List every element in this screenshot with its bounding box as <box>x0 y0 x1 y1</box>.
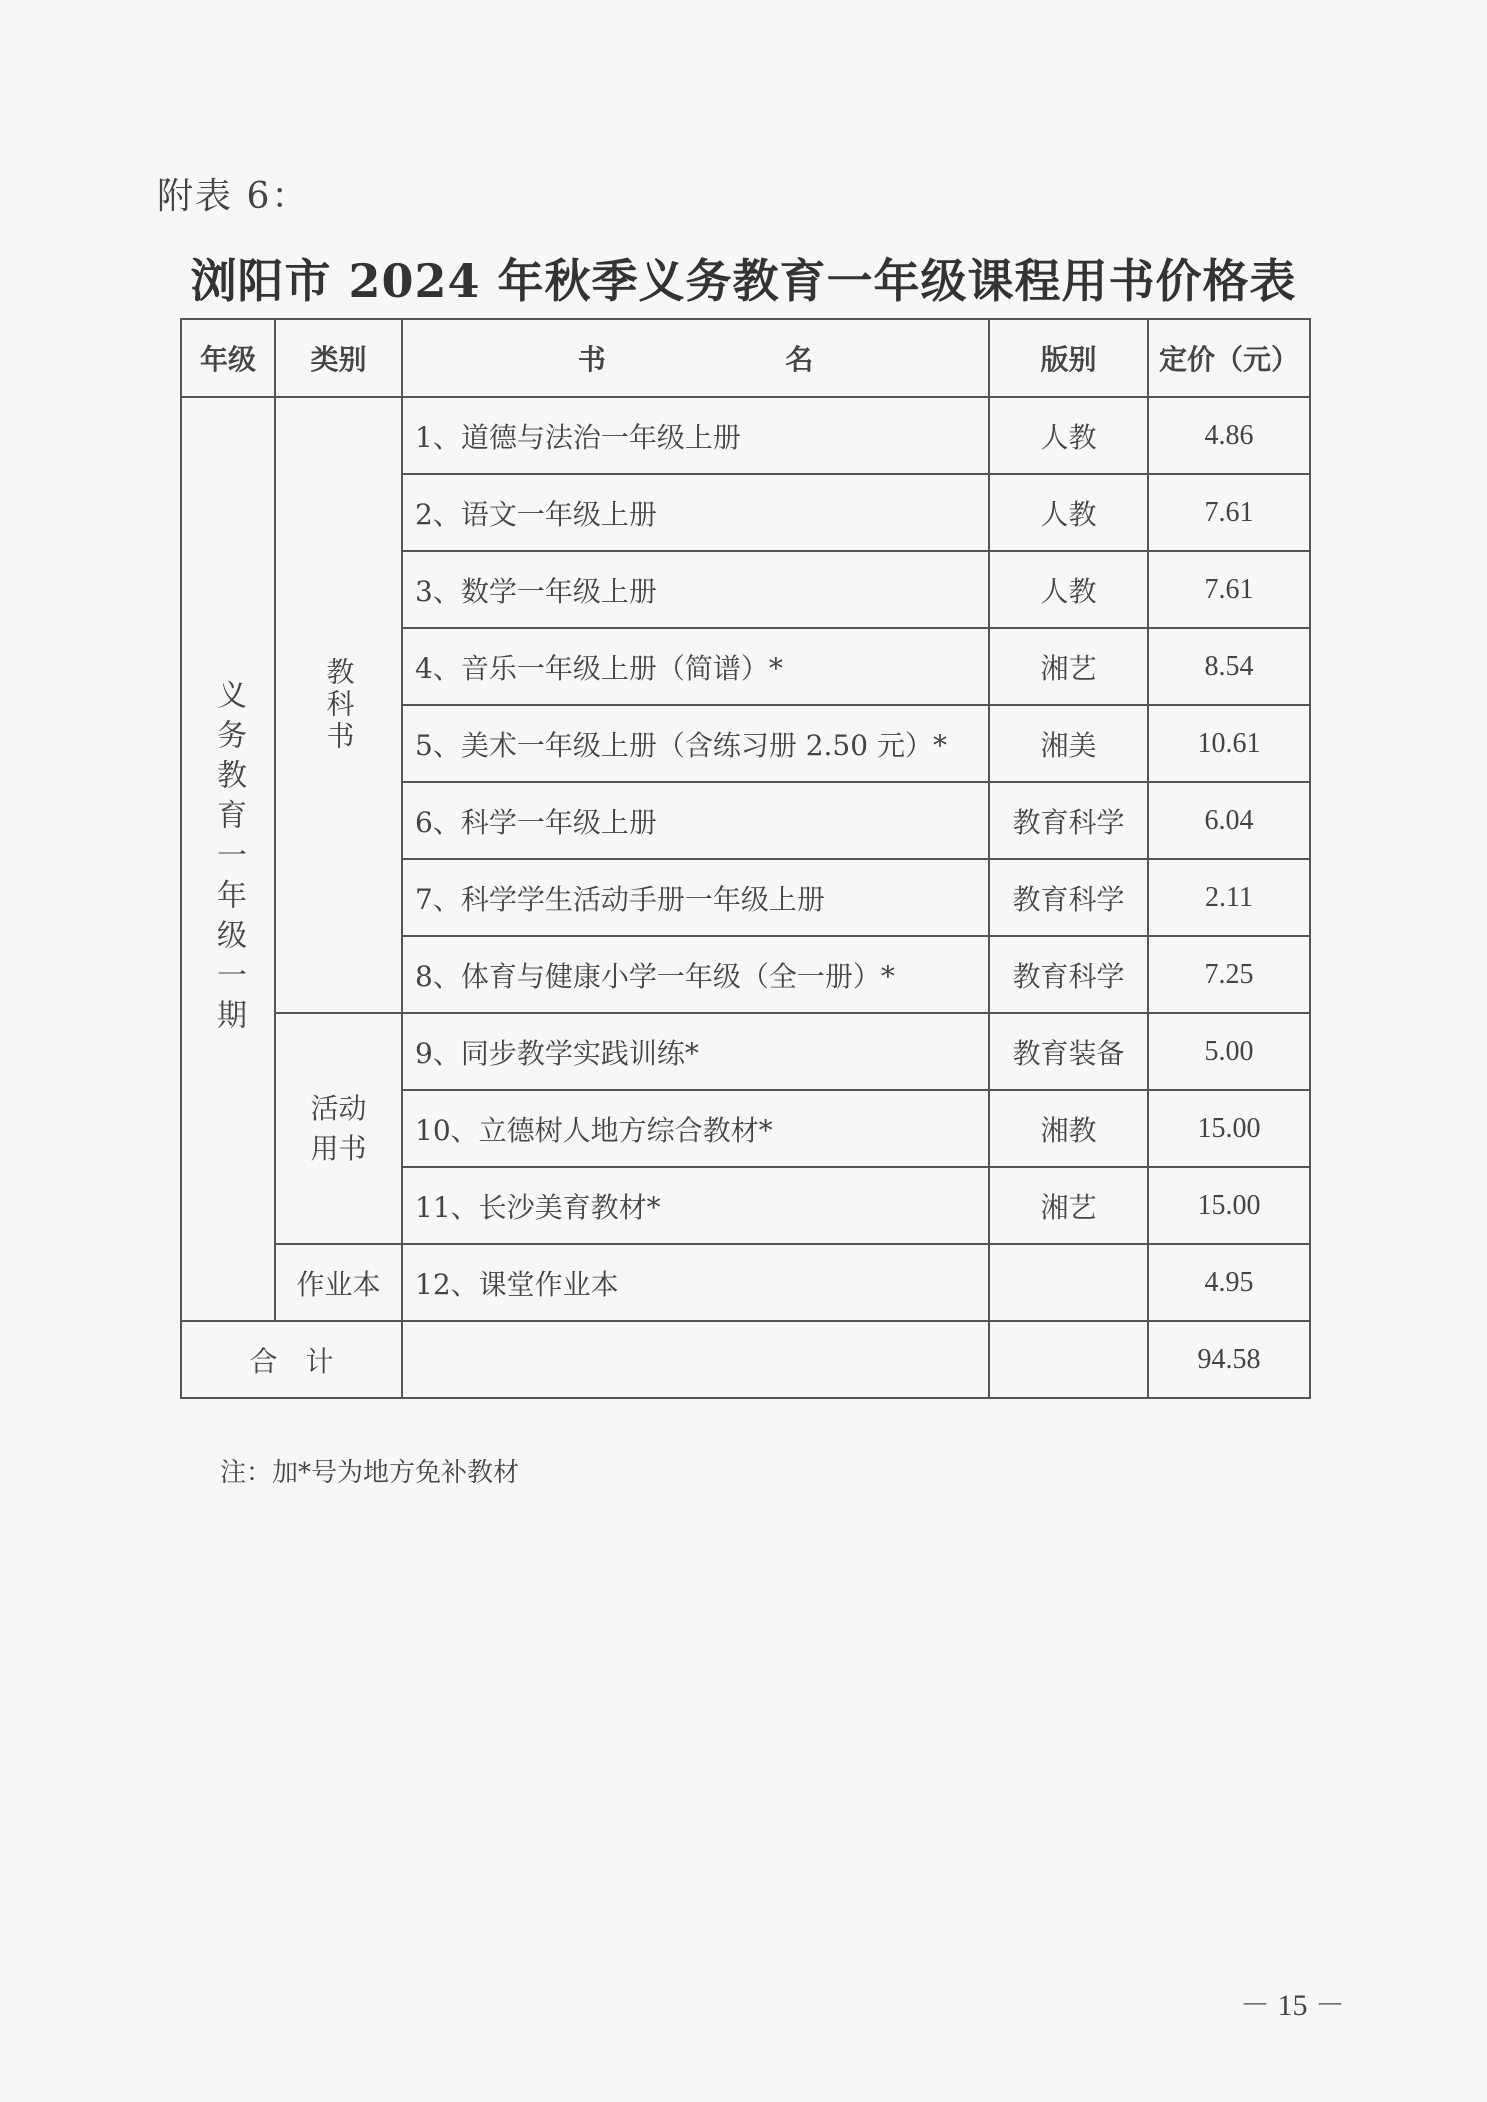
category-activity-line1: 活动 <box>310 1092 367 1126</box>
book-edition: 湘美 <box>989 705 1148 782</box>
table-row <box>181 397 1310 474</box>
category-textbook-cell <box>275 397 402 1013</box>
header-edition: 版别 <box>989 319 1148 397</box>
category-homework-cell: 作业本 <box>275 1244 402 1321</box>
table-row <box>181 1013 1310 1090</box>
header-grade: 年级 <box>181 319 275 397</box>
book-name: 6、科学一年级上册 <box>402 782 989 859</box>
book-name: 4、音乐一年级上册（简谱）* <box>402 628 989 705</box>
page-title: 浏阳市 2024 年秋季义务教育一年级课程用书价格表 <box>190 254 1297 308</box>
book-name: 3、数学一年级上册 <box>402 551 989 628</box>
book-edition: 教育科学 <box>989 936 1148 1013</box>
book-price: 15.00 <box>1148 1167 1310 1244</box>
book-name: 10、立德树人地方综合教材* <box>402 1090 989 1167</box>
category-activity-cell <box>275 1013 402 1244</box>
book-name: 9、同步教学实践训练* <box>402 1013 989 1090</box>
book-name: 11、长沙美育教材* <box>402 1167 989 1244</box>
header-price: 定价（元） <box>1148 319 1310 397</box>
book-name: 5、美术一年级上册（含练习册 2.50 元）* <box>402 705 989 782</box>
book-edition: 教育科学 <box>989 859 1148 936</box>
book-name: 8、体育与健康小学一年级（全一册）* <box>402 936 989 1013</box>
grade-label: 义务教育一年级一期 <box>211 679 246 1039</box>
category-activity-line2: 用书 <box>310 1131 367 1165</box>
book-price: 4.86 <box>1148 397 1310 474</box>
page-number: － 15 － <box>1240 1989 1345 2022</box>
book-edition: 教育装备 <box>989 1013 1148 1090</box>
header-category: 类别 <box>275 319 402 397</box>
book-price: 7.25 <box>1148 936 1310 1013</box>
book-edition: 湘艺 <box>989 1167 1148 1244</box>
price-table <box>180 318 1311 1399</box>
total-empty-edition <box>989 1321 1148 1398</box>
book-edition: 湘教 <box>989 1090 1148 1167</box>
book-price: 4.95 <box>1148 1244 1310 1321</box>
table-header-row <box>181 319 1310 397</box>
book-name: 7、科学学生活动手册一年级上册 <box>402 859 989 936</box>
book-name: 1、道德与法治一年级上册 <box>402 397 989 474</box>
total-row <box>181 1321 1310 1398</box>
book-edition: 教育科学 <box>989 782 1148 859</box>
category-activity-label <box>276 1089 401 1167</box>
book-price: 2.11 <box>1148 859 1310 936</box>
header-book-name-part1: 书 <box>577 343 606 376</box>
book-price: 10.61 <box>1148 705 1310 782</box>
book-price: 15.00 <box>1148 1090 1310 1167</box>
header-book-name <box>402 319 989 397</box>
footnote: 注：加*号为地方免补教材 <box>220 1458 520 1488</box>
header-book-name-part2: 名 <box>785 343 814 376</box>
total-price: 94.58 <box>1148 1321 1310 1398</box>
book-edition: 人教 <box>989 551 1148 628</box>
category-textbook-label: 教科书 <box>322 657 356 753</box>
book-price: 6.04 <box>1148 782 1310 859</box>
book-price: 7.61 <box>1148 474 1310 551</box>
book-edition: 湘艺 <box>989 628 1148 705</box>
book-price: 7.61 <box>1148 551 1310 628</box>
book-name: 12、课堂作业本 <box>402 1244 989 1321</box>
book-edition <box>989 1244 1148 1321</box>
book-name: 2、语文一年级上册 <box>402 474 989 551</box>
grade-cell <box>181 397 275 1321</box>
table-row <box>181 1244 1310 1321</box>
book-price: 5.00 <box>1148 1013 1310 1090</box>
total-label: 合 计 <box>181 1321 402 1398</box>
book-price: 8.54 <box>1148 628 1310 705</box>
book-edition: 人教 <box>989 397 1148 474</box>
book-edition: 人教 <box>989 474 1148 551</box>
total-empty-name <box>402 1321 989 1398</box>
attachment-label: 附表 6： <box>157 176 310 217</box>
